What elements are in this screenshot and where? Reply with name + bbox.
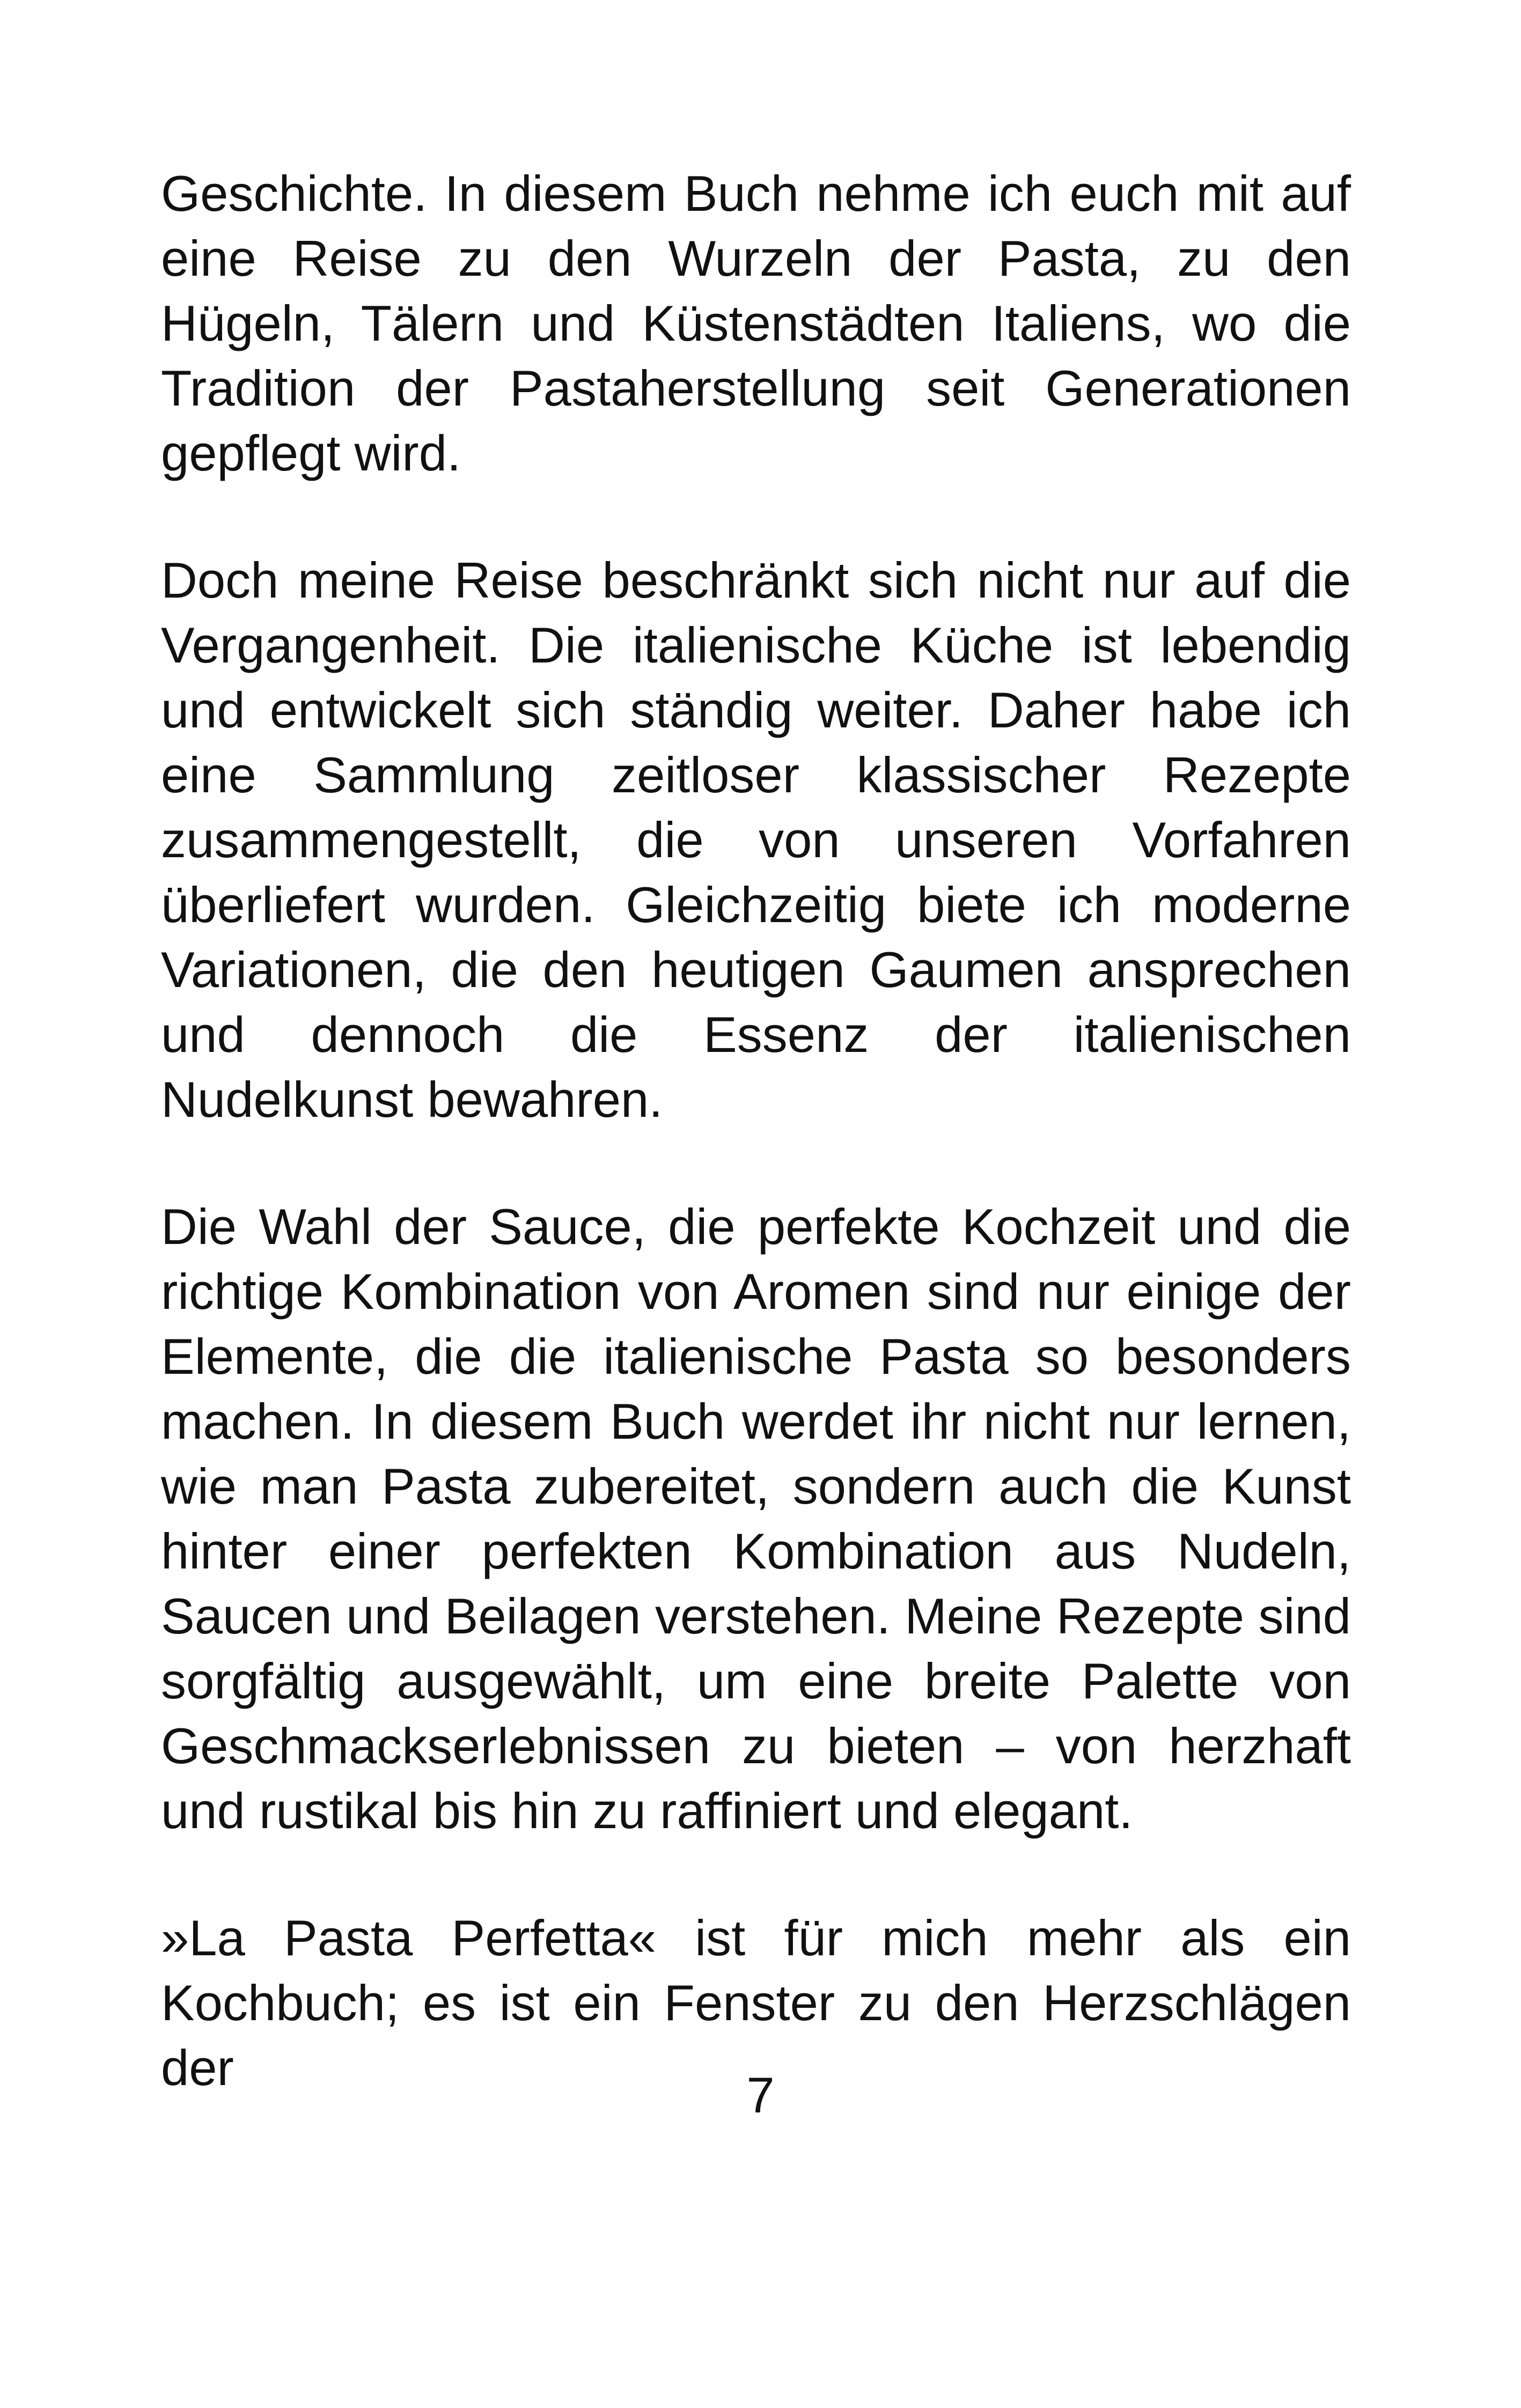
page-number: 7 bbox=[746, 2067, 775, 2123]
paragraph-4: »La Pasta Perfetta« ist für mich mehr als ein Kochbuch; es ist ein Fenster zu den Herzschlägen der bbox=[161, 1910, 1351, 2096]
paragraph-2: Doch meine Reise beschränkt sich nicht nur auf die Vergangenheit. Die italienische Küche ist lebendig und entwickelt sich ständig weiter. Daher habe ich eine Sammlung zeitloser klassischer Rezepte zusammengestellt, die von unseren Vorfahren überliefert wurden. Gleichzeitig biete ich moderne Variationen, die den heutigen Gaumen ansprechen und dennoch die Essenz der italienischen Nudelkunst bewahren. bbox=[161, 552, 1351, 1128]
paragraph-3: Die Wahl der Sauce, die perfekte Kochzeit und die richtige Kombination von Aromen sind nur einige der Elemente, die die italienische Pasta so besonders machen. In diesem Buch werdet ihr nicht nur lernen, wie man Pasta zubereitet, sondern auch die Kunst hinter einer perfekten Kombination aus Nudeln, Saucen und Beilagen verstehen. Meine Rezepte sind sorgfältig ausgewählt, um eine breite Palette von Geschmackserlebnissen zu bieten – von herzhaft und rustikal bis hin zu raffiniert und elegant. bbox=[161, 1198, 1351, 1839]
body-text bbox=[161, 161, 1351, 2162]
paragraph-1: Geschichte. In diesem Buch nehme ich euch mit auf eine Reise zu den Wurzeln der Pasta, zu den Hügeln, Tälern und Küstenstädten Italiens, wo die Tradition der Pastaherstellung seit Generationen gepflegt wird. bbox=[161, 165, 1351, 481]
